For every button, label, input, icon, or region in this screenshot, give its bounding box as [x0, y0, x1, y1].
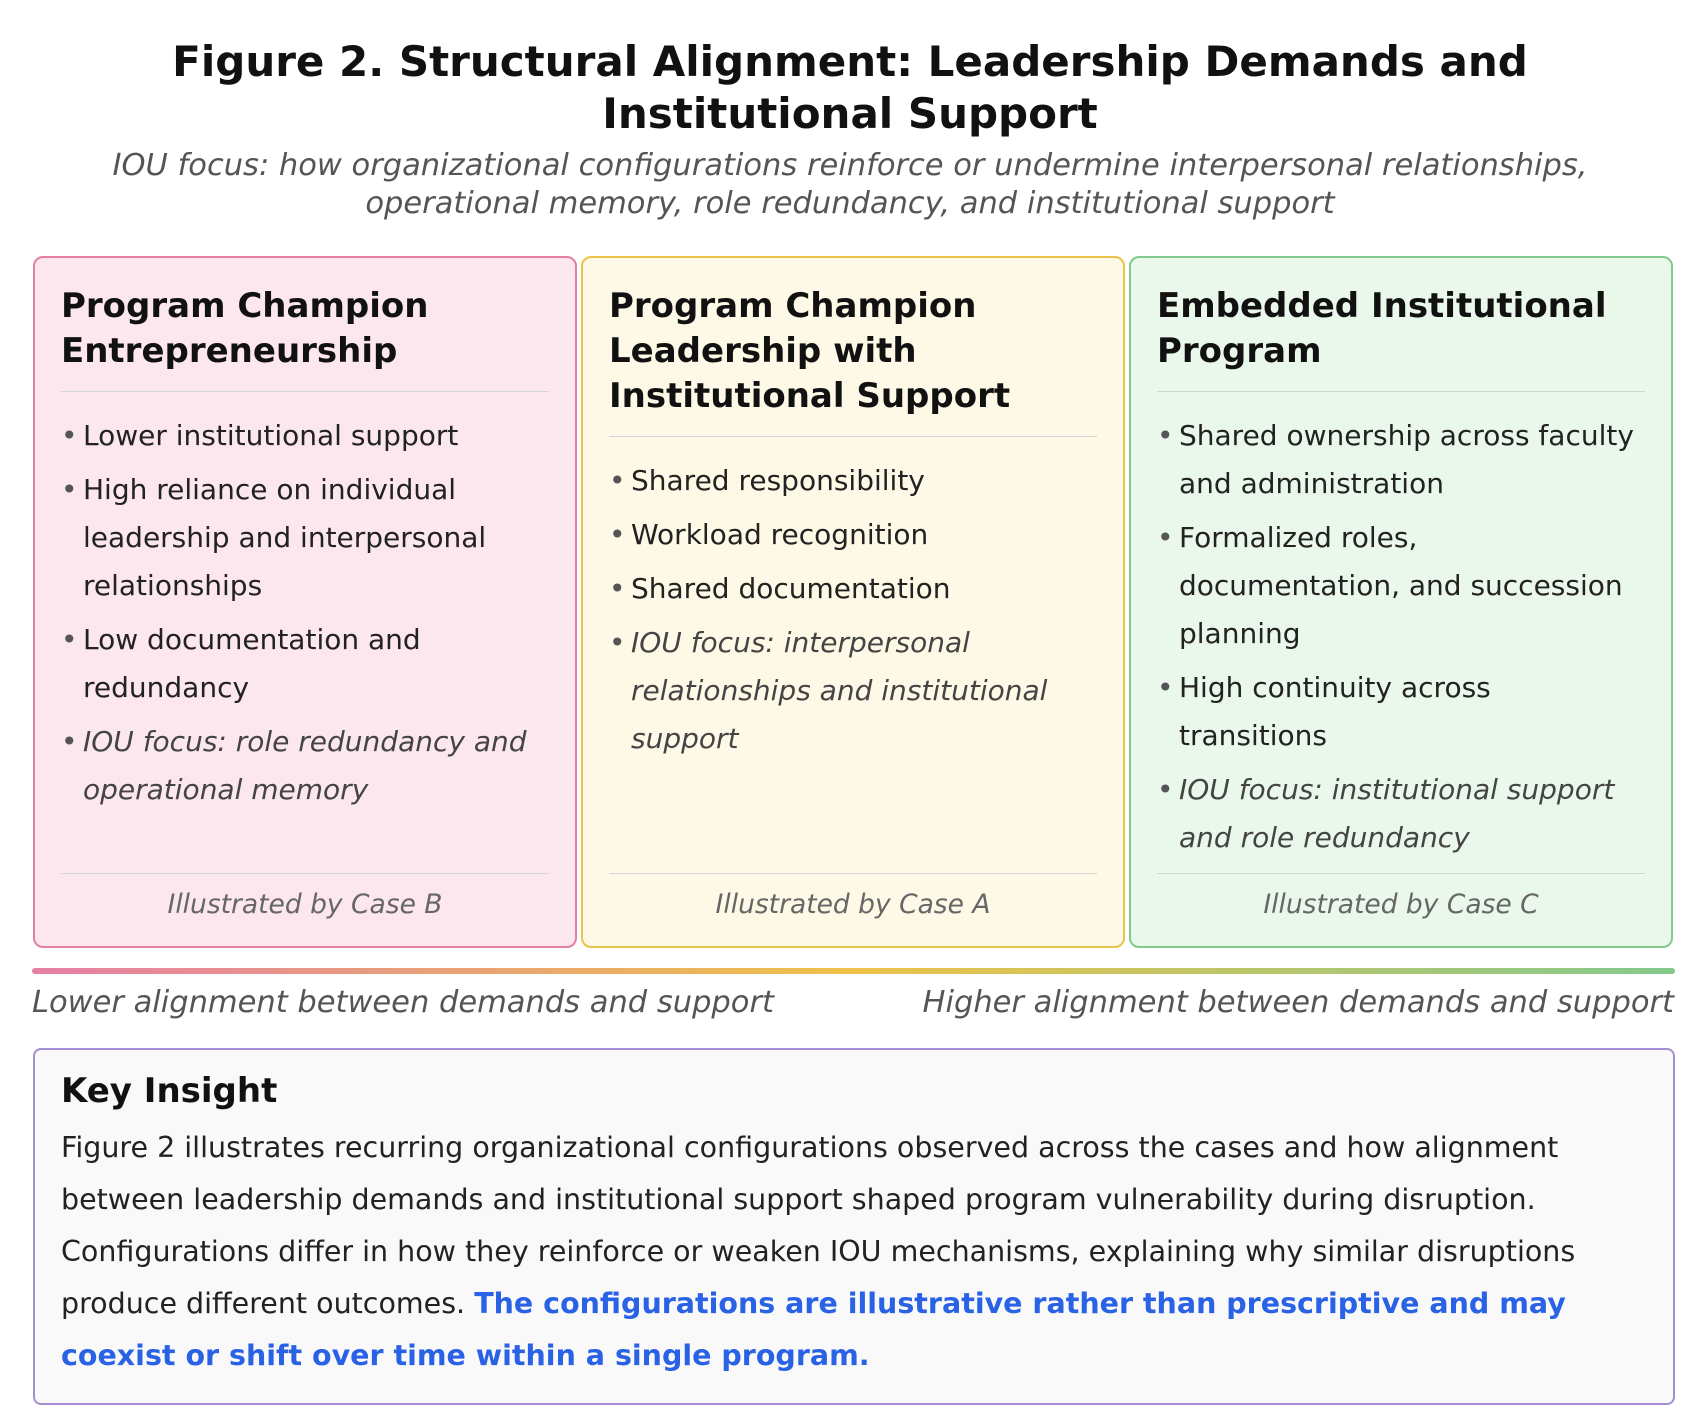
alignment-gradient-bar [32, 968, 1675, 974]
card-iou-focus: • IOU focus: interpersonal relationships and institutional support [609, 619, 1097, 763]
figure-subtitle: IOU focus: how organizational configurations reinforce or undermine interpersonal relationships, operational memory, role redundancy, and institutional support [112, 148, 1588, 221]
card-program-champion-leadership-with-support [581, 256, 1125, 948]
key-insight-text: Figure 2 illustrates recurring organizational configurations observed across the cases and how alignment between leadership demands and institutional support shaped program vulnerability during disruption. Configurations differ in how they reinforce or weaken IOU mechanisms, explaining why similar disruptions produce different outcomes. [61, 1131, 1576, 1320]
card-bullet: • Low documentation and redundancy [61, 616, 549, 712]
card-bullet: • Formalized roles, documentation, and succession planning [1157, 514, 1645, 658]
high-alignment-label: Higher alignment between demands and support [922, 985, 1674, 1020]
card-iou-focus: • IOU focus: role redundancy and operational memory [61, 718, 549, 814]
key-insight-title: Key Insight [61, 1071, 278, 1111]
card-bullet-list [61, 392, 549, 814]
card-bullet-list [1157, 392, 1645, 862]
card-case-footer: Illustrated by Case B [61, 873, 549, 946]
card-bullet: • Shared ownership across faculty and administration [1157, 412, 1645, 508]
key-insight-box [33, 1048, 1675, 1405]
card-bullet-list [609, 437, 1097, 763]
configuration-cards [33, 256, 1674, 948]
figure-title: Figure 2. Structural Alignment: Leadership Demands and Institutional Support [172, 37, 1528, 138]
card-embedded-institutional-program [1129, 256, 1673, 948]
card-bullet: • Shared documentation [609, 565, 1097, 613]
card-case-footer: Illustrated by Case A [609, 873, 1097, 946]
card-bullet: • High reliance on individual leadership and interpersonal relationships [61, 466, 549, 610]
card-program-champion-entrepreneurship [33, 256, 577, 948]
card-bullet: • High continuity across transitions [1157, 664, 1645, 760]
card-title: Program Champion Leadership with Institutional Support [609, 284, 1097, 437]
card-bullet: • Workload recognition [609, 511, 1097, 559]
key-insight-emphasis: The configurations are illustrative rather than prescriptive and may coexist or shift over time within a single program. [61, 1287, 1566, 1372]
card-bullet: • Shared responsibility [609, 457, 1097, 505]
card-title: Program Champion Entrepreneurship [61, 284, 549, 392]
card-case-footer: Illustrated by Case C [1157, 873, 1645, 946]
key-insight-body [61, 1122, 1647, 1382]
card-title: Embedded Institutional Program [1157, 284, 1645, 392]
card-iou-focus: • IOU focus: institutional support and role redundancy [1157, 766, 1645, 862]
card-bullet: • Lower institutional support [61, 412, 549, 460]
low-alignment-label: Lower alignment between demands and support [32, 985, 774, 1020]
